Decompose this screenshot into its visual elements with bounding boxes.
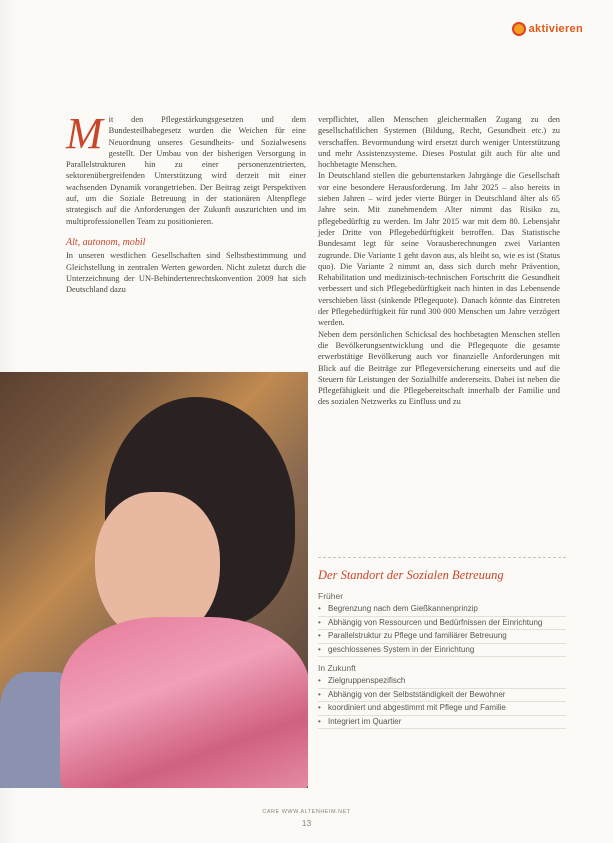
drop-cap: M — [66, 109, 103, 158]
body-paragraph: Neben dem persönlichen Schicksal des hochbetagten Menschen stellen die Bevölkerungsentwicklung und die Pflegequote die gesamte erwerbstätige Bevölkerung auch vor finanzielle Anforderungen mit Blick auf die Beiträge zur Pflegeversicherung einerseits und auf die Steuern für Leistungen der Sozialhilfe andererseits. Dabei ist neben die Pflegefähigkeit und die Pflegebereitschaft innerhalb der Familie und des sozialen Netzwerks zu Einfluss und zu — [318, 329, 560, 407]
intro-paragraph: it den Pflegestärkungsgesetzen und dem Bundesteilhabegesetz wurden die Weichen für eine Neuordnung unseres Gesundheits- und Sozialwesens gestellt. Der Umbau von der bisherigen Versorgung in Parallelstrukturen hin zu einer personenzentrierten, sektorenübergreifenden Unterstützung wird derzeit mit einer wachsenden Dynamik vorangetrieben. Der Beitrag zeigt Perspektiven auf, um die Soziale Betreuung in der stationären Altenpflege strategisch auf die Anforderungen der Zukunft auszurichten und im multiprofessionellen Team zu positionieren. — [66, 115, 306, 226]
section-subhead: Alt, autonom, mobil — [66, 236, 146, 248]
list-item: • Begrenzung nach dem Gießkannenprinzip — [318, 603, 566, 617]
photo-scarf — [60, 617, 308, 788]
section-badge — [512, 22, 583, 36]
article-column-2 — [318, 114, 560, 408]
list-item: • Abhängig von der Selbstständigkeit der Bewohner — [318, 689, 566, 703]
list-item: • Parallelstruktur zu Pflege und familiärer Betreuung — [318, 630, 566, 644]
info-box — [318, 557, 566, 729]
page-number: 13 — [301, 818, 312, 828]
page-footer — [0, 809, 613, 828]
list-item: • Zielgruppenspezifisch — [318, 675, 566, 689]
before-label: Früher — [318, 591, 344, 601]
list-item: • koordiniert und abgestimmt mit Pflege und Familie — [318, 702, 566, 716]
body-paragraph: verpflichtet, allen Menschen gleichermaßen Zugang zu den gesellschaftlichen Systemen (Bildung, Recht, Gesundheit etc.) zu verschaffen. Bevormundung wird ersetzt durch weniger Unterstützung und mehr Assistenzsysteme. Dieses Postulat gilt auch für alte und hochbetagte Menschen. — [318, 115, 560, 170]
body-paragraph: In unseren westlichen Gesellschaften sind Selbstbestimmung und Gleichstellung in zentralen Werten geworden. Nicht zuletzt durch die Unterzeichnung der UN-Behindertenrechtskonvention 2009 hat sich Deutschland dazu — [66, 251, 306, 295]
after-label: In Zukunft — [318, 663, 356, 673]
badge-circle-icon — [512, 22, 526, 36]
info-box-title: Der Standort der Sozialen Betreuung — [318, 568, 504, 582]
after-list — [318, 675, 566, 729]
divider — [318, 557, 566, 558]
before-list — [318, 603, 566, 657]
portrait-photo — [0, 372, 308, 788]
body-paragraph: In Deutschland stellen die geburtenstarken Jahrgänge die Gesellschaft vor eine besondere Herausforderung. Im Jahr 2025 – also bereits in sieben Jahren – wird jeder vierte Bürger in Deutschland älter als 65 Jahre sein. Mit zunehmendem Alter nimmt das Risiko zu, pflegebedürftig zu werden. Im Jahr 2015 war mit dem 80. Lebensjahr jeder Dritte von Pflegebedürftigkeit betroffen. Das Statistische Bundesamt legt für seine Vorausberechnungen zwei Varianten zugrunde. Die Variante 1 geht davon aus, als bleibt so, wie es ist (Status quo). Die Variante 2 nimmt an, dass sich durch mehr Prävention, Rehabilitation und medizinisch-technischen Fortschritt die Gesundheit verbessert und sich Pflegebedürftigkeit nach hinten in das Lebensende verschieben lässt (sinkende Pflegequote). Danach könnte das Eintreten der Pflegebedürftigkeit für rund 300 000 Menschen um Jahre verzögert werden. — [318, 171, 560, 328]
footer-url: CARE WWW.ALTENHEIM.NET — [262, 809, 351, 815]
list-item: • Integriert im Quartier — [318, 716, 566, 730]
article-column-1 — [66, 109, 306, 295]
list-item: • geschlossenes System in der Einrichtung — [318, 644, 566, 658]
badge-label: aktivieren — [528, 23, 583, 35]
list-item: • Abhängig von Ressourcen und Bedürfnissen der Einrichtung — [318, 617, 566, 631]
